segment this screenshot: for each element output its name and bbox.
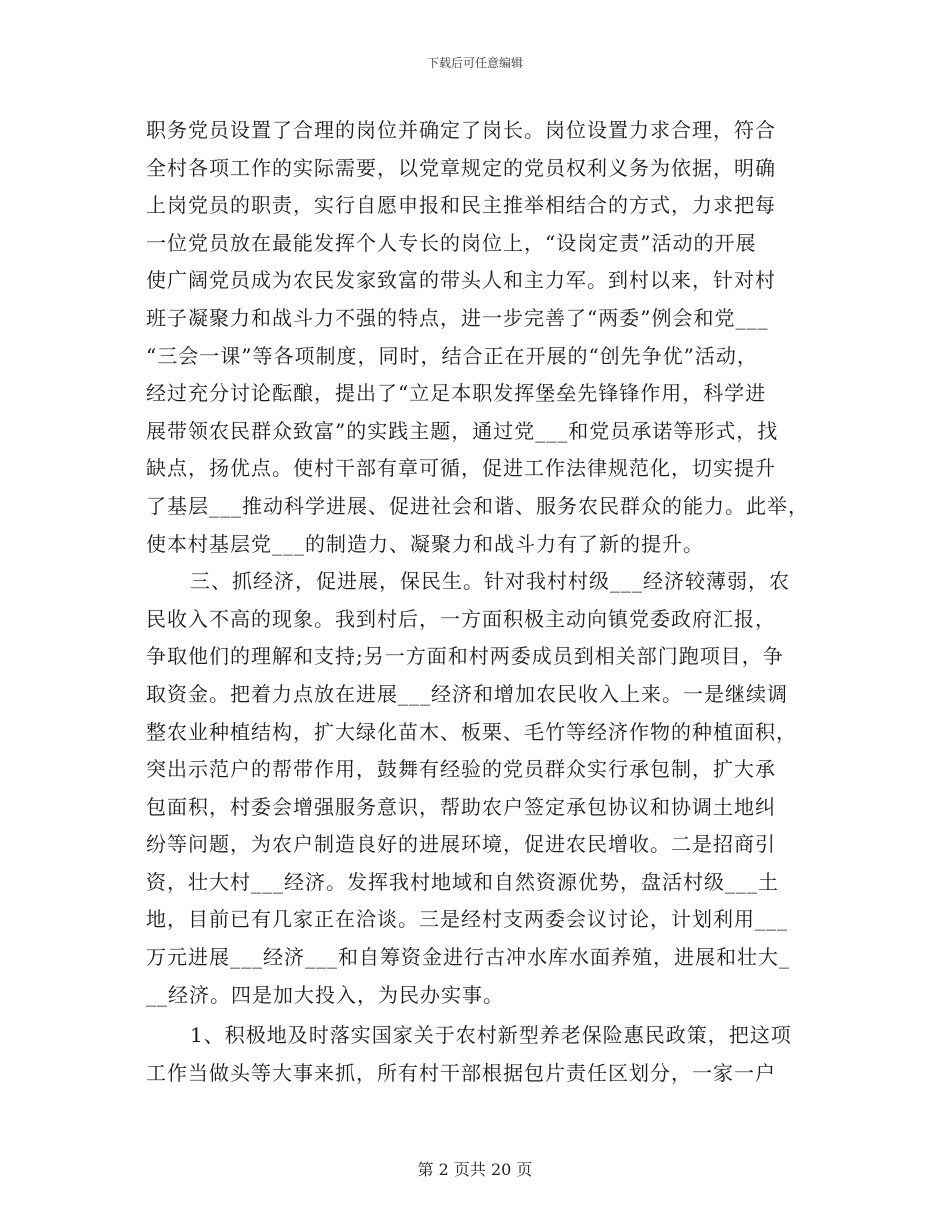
document-body — [146, 112, 809, 1092]
text-line: 民收入不高的现象。我到村后，一方面积极主动向镇党委政府汇报， — [146, 606, 776, 631]
page-header-note: 下载后可任意编辑 — [426, 56, 523, 70]
text-line: 万元进展___经济___和自筹资金进行古冲水库水面养殖，进展和壮大_ — [146, 945, 790, 970]
text-line: 使广阔党员成为农民发家致富的带头人和主力军。到村以来，针对村 — [146, 268, 776, 293]
text-line: 取资金。把着力点放在进展___经济和增加农民收入上来。一是继续调 — [146, 681, 788, 706]
text-line: 使本村基层党___的制造力、凝聚力和战斗力有了新的提升。 — [146, 531, 704, 556]
text-line: 上岗党员的职责，实行自愿申报和民主推举相结合的方式，力求把每 — [146, 193, 776, 218]
text-line: 1、积极地及时落实国家关于农村新型养老保险惠民政策，把这项 — [190, 1023, 792, 1048]
text-line: __经济。四是加大投入，为民办实事。 — [146, 982, 504, 1007]
text-line: 职务党员设置了合理的岗位并确定了岗长。岗位设置力求合理，符合 — [146, 118, 776, 142]
text-line: 三、抓经济，促进展，保民生。针对我村村级___经济较薄弱，农 — [190, 569, 790, 594]
page-number: 第 2 页共 20 页 — [417, 1160, 533, 1179]
text-line: 了基层___推动科学进展、促进社会和谐、服务农民群众的能力。此举， — [146, 493, 809, 518]
text-line: 突出示范户的帮带作用，鼓舞有经验的党员群众实行承包制，扩大承 — [146, 757, 776, 782]
text-line: 展带领农民群众致富”的实践主题，通过党___和党员承诺等形式，找 — [146, 418, 779, 443]
text-line: 经过充分讨论酝酿，提出了“立足本职发挥堡垒先锋锋作用，科学进 — [146, 381, 767, 406]
text-line: “三会一课”等各项制度，同时，结合正在开展的“创先争优”活动， — [146, 343, 758, 368]
text-line: 班子凝聚力和战斗力不强的特点，进一步完善了“两委”例会和党___ — [146, 305, 769, 330]
text-line: 工作当做头等大事来抓，所有村干部根据包片责任区划分，一家一户 — [146, 1060, 776, 1085]
text-line: 缺点，扬优点。使村干部有章可循，促进工作法律规范化，切实提升 — [146, 456, 776, 481]
text-line: 整农业种植结构，扩大绿化苗木、板栗、毛竹等经济作物的种植面积， — [146, 719, 797, 744]
text-line: 地，目前已有几家正在洽谈。三是经村支两委会议讨论，计划利用___ — [146, 907, 788, 932]
text-line: 纷等问题，为农户制造良好的进展环境，促进农民增收。二是招商引 — [146, 832, 776, 857]
text-line: 争取他们的理解和支持;另一方面和村两委成员到相关部门跑项目，争 — [146, 644, 784, 669]
text-line: 一位党员放在最能发挥个人专长的岗位上，“设岗定责”活动的开展 — [146, 230, 757, 255]
text-line: 包面积，村委会增强服务意识，帮助农户签定承包协议和协调土地纠 — [146, 794, 776, 819]
text-line: 全村各项工作的实际需要，以党章规定的党员权利义务为依据，明确 — [146, 155, 776, 180]
text-line: 资，壮大村___经济。发挥我村地域和自然资源优势，盘活村级___土 — [146, 869, 779, 894]
